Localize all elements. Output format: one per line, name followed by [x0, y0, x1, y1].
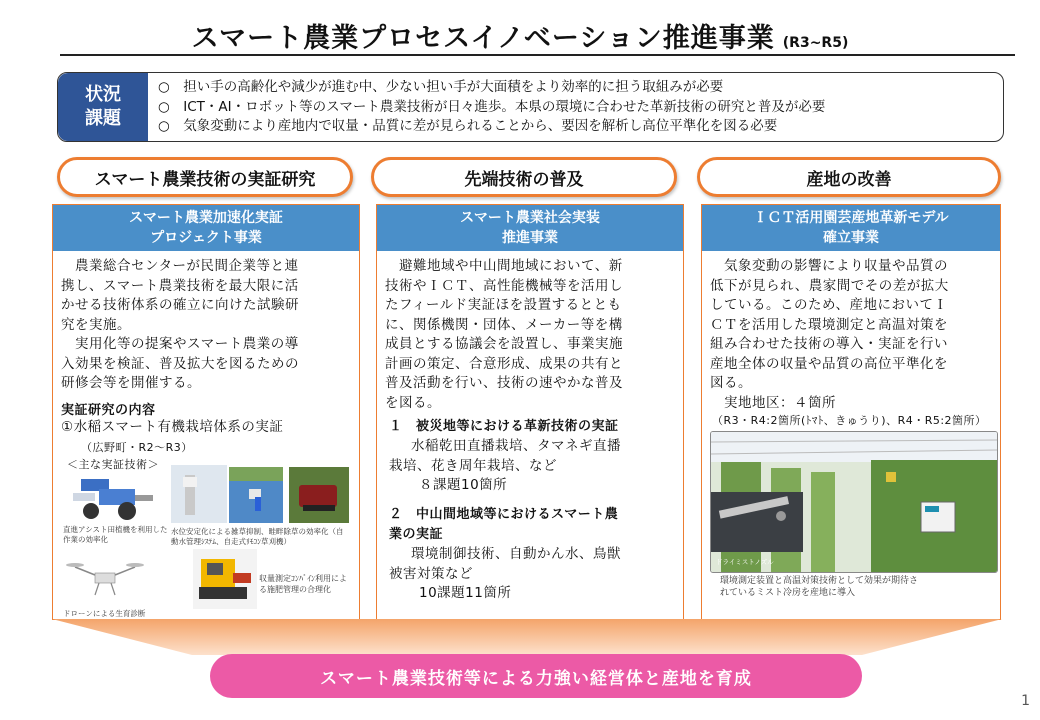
body-line: 産地全体の収量や品質の高位平準化を	[710, 355, 948, 372]
section2-body: 環境制御技術、自動かん水、鳥獣	[397, 546, 621, 562]
body-line: 携し、スマート農業技術を最大限に活	[61, 277, 299, 294]
areas-note: （R3・R4:2箇所(ﾄﾏﾄ、きゅうり)、R4・R5:2箇所）	[712, 414, 987, 427]
pillar-research: スマート農業技術の実証研究	[57, 157, 353, 197]
body-line: している。このため、産地においてＩ	[710, 297, 948, 313]
body-line: 入効果を検証、普及拡大を図るための	[61, 355, 299, 372]
body-line: 実用化等の提案やスマート農業の導	[61, 336, 299, 352]
harvester-photo	[193, 549, 257, 609]
caption-drone: ドローンによる生育診断	[63, 609, 146, 618]
title-underline	[60, 54, 1015, 56]
column-body	[710, 257, 992, 413]
column-header	[377, 205, 683, 251]
pillar-diffusion: 先端技術の普及	[371, 157, 677, 197]
body-line: かせる技術体系の確立に向けた試験研	[61, 297, 299, 313]
column-header	[53, 205, 359, 251]
body-line: 計画の策定、合意形成、成果の共有と	[385, 355, 623, 372]
column-header-line: スマート農業加速化実証	[129, 210, 283, 226]
column-diffusion	[376, 204, 684, 620]
paddy-water-photo	[229, 467, 283, 523]
page-number: 1	[1021, 693, 1030, 709]
caption-line: 環境測定装置と高温対策技術として効果が期待さ	[720, 576, 919, 586]
body-line: に、関係機関・団体、メーカー等を構	[385, 316, 623, 333]
pillar-region: 産地の改善	[697, 157, 1001, 197]
caption-line: れているミスト冷房を産地に導入	[720, 588, 856, 598]
photo-caption	[720, 575, 1000, 599]
body-line: 成員とする協議会を設置し、事業実施	[385, 336, 623, 352]
water-sensor-photo	[171, 465, 227, 523]
column-header-line: プロジェクト事業	[150, 230, 262, 246]
situation-box	[57, 72, 1004, 142]
column-header-line: 確立事業	[823, 230, 879, 246]
section1-body	[397, 437, 675, 457]
body-line: 避難地域や中山間地域において、新	[385, 258, 623, 274]
caption-water: 水位安定化による雑草抑制、畦畔除草の効率化（自動水管理ｼｽﾃﾑ、自走式ﾘﾓｺﾝ草刈機）	[171, 527, 344, 546]
section2-title-cont: 業の実証	[389, 527, 444, 542]
body-line: 水稲乾田直播栽培、タマネギ直播	[397, 438, 621, 454]
body-line: 気象変動の影響により収量や品質の	[710, 258, 948, 274]
funnel-arrow	[52, 619, 1002, 655]
rice-planter-photo	[65, 473, 157, 523]
situation-badge	[58, 73, 148, 141]
body-line: 究を実施。	[61, 316, 131, 333]
caption-harvester: 収量測定ｺﾝﾊﾞｲﾝ利用による施肥管理の合理化	[259, 574, 347, 594]
section2-title: ２ 中山間地域等におけるスマート農	[389, 507, 619, 522]
column-region	[701, 204, 1001, 620]
situation-item: ○ ICT・AI・ロボット等のスマート農業技術が日々進歩。本県の環境に合わせた革新技術の研究と普及が必要	[158, 98, 826, 115]
title-main: スマート農業プロセスイノベーション推進事業	[191, 23, 775, 54]
caption-planter: 直進アシスト田植機を利用した作業の効率化	[63, 525, 168, 544]
section2-body2: 被害対策など	[389, 566, 473, 582]
drone-photo	[65, 553, 145, 605]
remote-mower-photo	[289, 467, 349, 523]
column-header	[702, 205, 1000, 251]
section1-title: １ 被災地等における革新技術の実証	[389, 419, 619, 434]
body-line: 農業総合センターが民間企業等と連	[61, 258, 299, 274]
content-item: ①水稲スマート有機栽培体系の実証	[61, 419, 284, 435]
body-line: 組み合わせた技術の導入・実証を行い	[710, 336, 948, 352]
badge-line2: 課題	[85, 108, 121, 129]
body-line: 実地地区：４箇所	[710, 394, 836, 411]
tech-label: ＜主な実証技術＞	[67, 458, 159, 471]
body-line: 普及活動を行い、技術の速やかな普及	[385, 375, 623, 391]
body-line: 図る。	[710, 375, 752, 391]
body-line: 研修会等を開催する。	[61, 375, 201, 391]
goal-banner: スマート農業技術等による力強い経営体と産地を育成	[210, 654, 862, 698]
section2-count: 10課題11箇所	[405, 585, 512, 601]
column-body	[61, 257, 351, 394]
situation-item: ○ 気象変動により産地内で収量・品質に差が見られることから、要因を解析し高位平準化を図る必要	[158, 118, 778, 134]
page-title	[0, 16, 1040, 55]
column-research	[52, 204, 360, 620]
badge-line1: 状況	[85, 84, 121, 105]
situation-item: ○ 担い手の高齢化や減少が進む中、少ない担い手が大面積をより効率的に担う取組みが必要	[158, 79, 724, 95]
greenhouse-photo	[710, 431, 998, 573]
inset-label: ドライミストノズル	[716, 558, 774, 566]
body-line: ＣＴを活用した環境測定と高温対策を	[710, 316, 948, 333]
body-line: 技術やＩＣＴ、高性能機械等を活用し	[385, 277, 623, 294]
column-header-line: 推進事業	[502, 230, 558, 246]
body-line: たフィールド実証ほを設置するととも	[385, 297, 622, 313]
content-title: 実証研究の内容	[61, 403, 156, 418]
title-period: (R3~R5)	[782, 35, 849, 51]
body-line: 低下が見られ、農家間でその差が拡大	[710, 277, 949, 294]
situation-list	[158, 78, 998, 137]
column-body	[385, 257, 675, 413]
column-header-line: スマート農業社会実装	[460, 210, 600, 226]
content-item-location: （広野町・R2〜R3）	[81, 441, 193, 454]
section1-body2: 栽培、花き周年栽培、など	[389, 458, 557, 474]
section1-count: ８課題10箇所	[405, 477, 508, 493]
body-line: を図る。	[385, 394, 441, 411]
column-header-line: ＩＣＴ活用園芸産地革新モデル	[753, 210, 949, 226]
